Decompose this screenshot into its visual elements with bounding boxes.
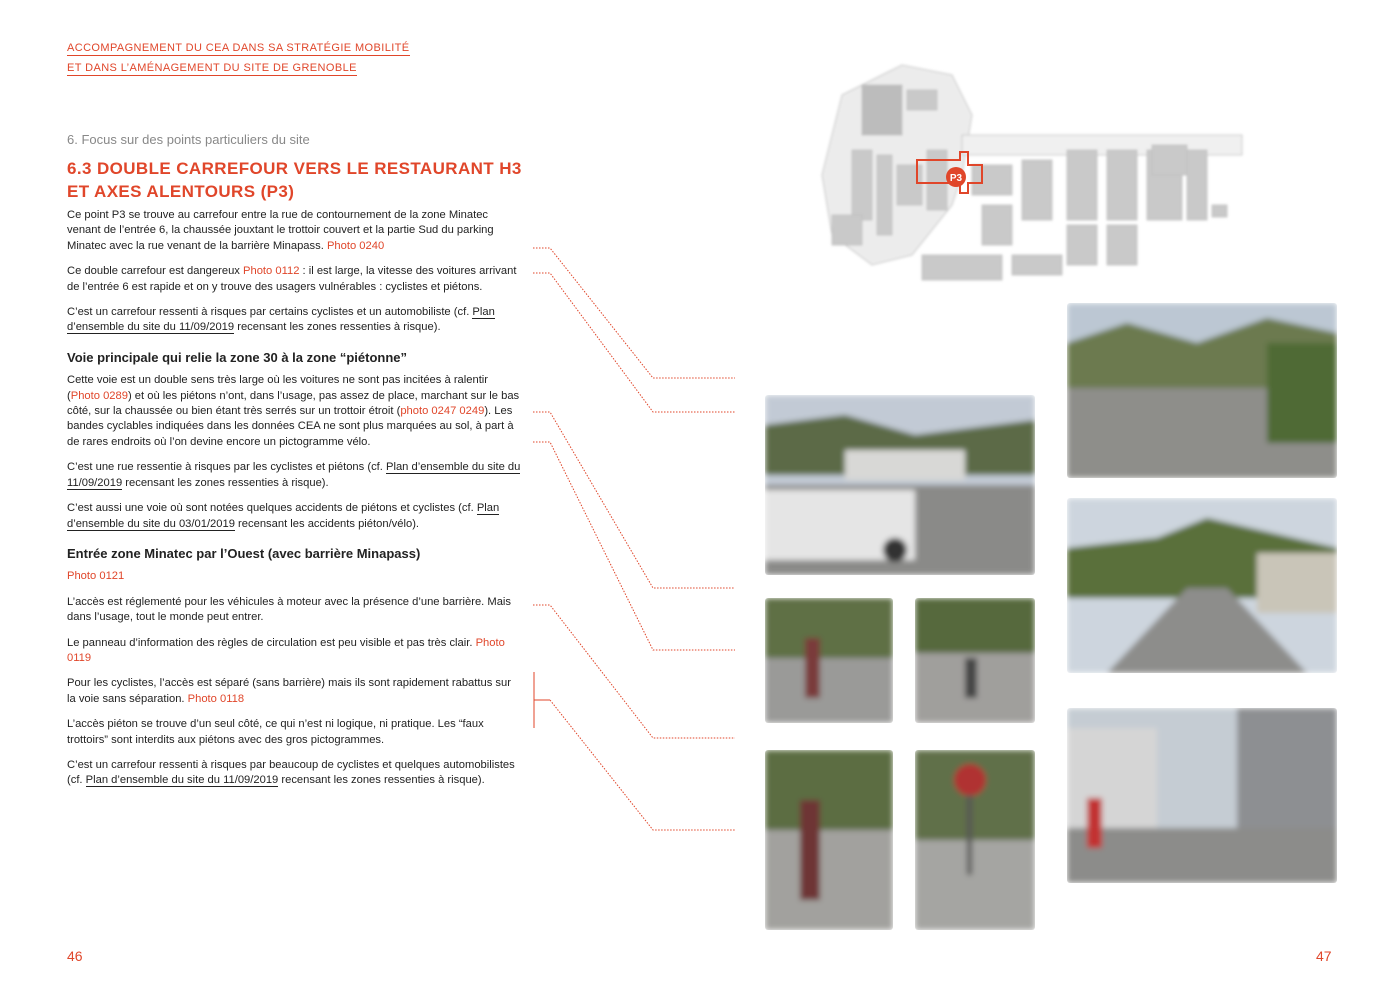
connector-line [533, 248, 735, 378]
photo-0240 [1067, 303, 1337, 478]
photo-0112 [765, 395, 1035, 575]
photo-ref[interactable]: Photo 0118 [187, 692, 245, 705]
page-number-left: 46 [67, 948, 83, 964]
photo-0119 [765, 750, 893, 930]
header-line-2: ET DANS L’AMÉNAGEMENT DU SITE DE GRENOBLE [67, 62, 357, 74]
paragraph-pedestrian: L’accès piéton se trouve d’un seul côté, ce qui n’est ni logique, ni pratique. Les “faux trottoirs” sont interdits aux piétons avec des gros pictogrammes. [67, 718, 484, 746]
photo-ref[interactable]: photo 0247 0249 [400, 405, 485, 418]
paragraph-cyclists: Pour les cyclistes, l’accès est séparé (sans barrière) mais ils sont rapidement rabattus sur la voie sans séparation. Photo 0118 [67, 677, 511, 705]
plan-link[interactable]: Plan d’ensemble du site du 11/09/2019 [67, 306, 495, 334]
plan-link[interactable]: Plan d’ensemble du site du 03/01/2019 [67, 502, 500, 530]
connector-line [533, 442, 735, 650]
connector-line [550, 700, 735, 830]
connector-line [533, 605, 735, 738]
connector-line [533, 412, 735, 588]
paragraph-carrefour-risk: C’est un carrefour ressenti à risques par beaucoup de cyclistes et quelques automobilistes (cf. Plan d’ensemble du site du 11/09/2019 recensant les zones ressenties à risque). [67, 758, 515, 787]
page-title: 6.3 DOUBLE CARREFOUR VERS LE RESTAURANT H3 ET AXES ALENTOURS (P3) [67, 159, 522, 201]
photo-0249 [915, 598, 1035, 723]
subheading-entree: Entrée zone Minatec par l’Ouest (avec barrière Minapass) [67, 545, 421, 561]
photo-ref[interactable]: Photo 0112 [243, 265, 300, 278]
photo-0118 [915, 750, 1035, 930]
paragraph-voie-risk: C’est une rue ressentie à risques par les cyclistes et piétons (cf. Plan d’ensemble du site du 11/09/2019 recensant les zones ressenties à risque). [67, 461, 521, 489]
photo-0289 [1067, 498, 1337, 673]
site-map [812, 55, 1252, 295]
paragraph-access: L’accès est réglementé pour les véhicules à moteur avec la présence d’une barrière. Mais dans l’usage, tout le monde peut entrer. [67, 595, 512, 624]
photo-ref[interactable]: Photo 0119 [67, 636, 505, 664]
paragraph-accidents: C’est aussi une voie où sont notées quelques accidents de piétons et cyclistes (cf. Plan d’ensemble du site du 03/01/2019 recensant les accidents piéton/vélo). [67, 502, 500, 530]
paragraph-intro: Ce point P3 se trouve au carrefour entre la rue de contournement de la zone Minatec venant de l’entrée 6, la chaussée jouxtant le trottoir couvert et la partie Sud du parking Minatec avec la rue venant de la barrière Minapass. Photo 0240 [67, 209, 494, 252]
photo-0247 [765, 598, 893, 723]
p3-label: P3 [949, 173, 963, 184]
connector-line [533, 273, 735, 412]
photo-ref[interactable]: Photo 0289 [70, 389, 128, 402]
plan-link[interactable]: Plan d’ensemble du site du 11/09/2019 [67, 461, 521, 489]
header-line-1: ACCOMPAGNEMENT DU CEA DANS SA STRATÉGIE MOBILITÉ [67, 42, 410, 54]
paragraph-danger: Ce double carrefour est dangereux Photo 0112 : il est large, la vitesse des voitures arrivant de l’entrée 6 est rapide et on y trouve des usagers vulnérables : cyclistes et piétons. [67, 265, 517, 293]
page-number-right: 47 [1316, 948, 1332, 964]
section-label: 6. Focus sur des points particuliers du site [67, 132, 310, 147]
paragraph-voie: Cette voie est un double sens très large où les voitures ne sont pas incitées à ralentir (Photo 0289) et où les piétons n’ont, dans l’usage, pas assez de place, marchant sur le bas côté, sur la chaussée ou bien étant très serrés sur un trottoir étroit (photo 0247 0249). Les bandes cyclables indiquées dans les données CEA ne sont plus marquées au sol, à part à de rares endroits où l’on devine encore un pictogramme vélo. [67, 374, 520, 448]
photo-0121 [1067, 708, 1337, 883]
photo-ref[interactable]: Photo 0121 [67, 570, 125, 583]
photo-ref[interactable]: Photo 0240 [326, 239, 385, 252]
plan-link[interactable]: Plan d’ensemble du site du 11/09/2019 [85, 774, 279, 787]
subheading-voie: Voie principale qui relie la zone 30 à la zone “piétonne” [67, 349, 408, 365]
paragraph-panel: Le panneau d’information des règles de circulation est peu visible et pas très clair. Photo 0119 [67, 636, 505, 664]
paragraph-risk: C’est un carrefour ressenti à risques par certains cyclistes et un automobiliste (cf. Plan d’ensemble du site du 11/09/2019 recensant les zones ressenties à risque). [67, 306, 495, 334]
